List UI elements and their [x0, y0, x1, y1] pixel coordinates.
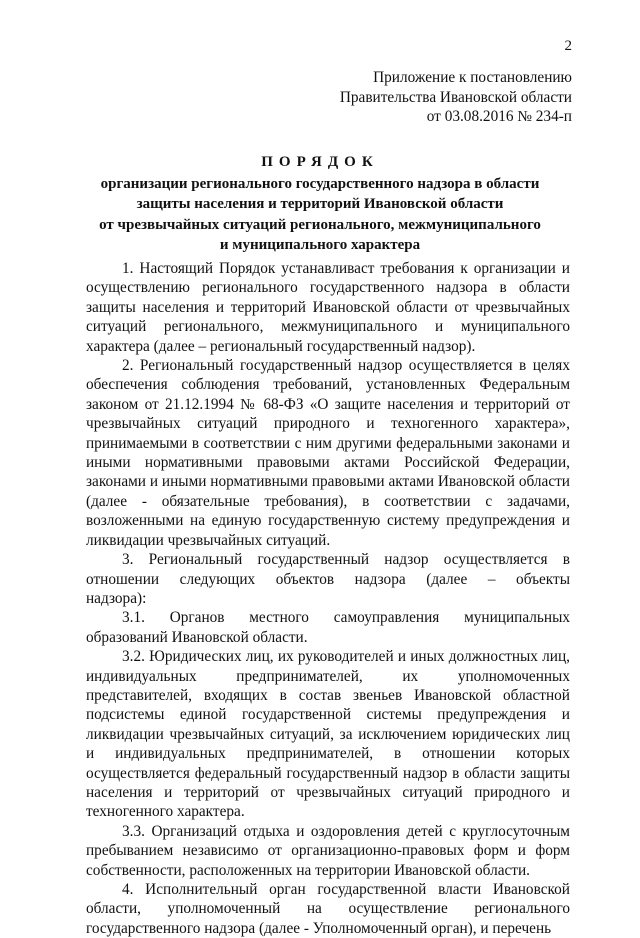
paragraph-4: 4. Исполнительный орган государственной власти Ивановской области, уполномоченный на осуществление регионального государственного надзора (далее - Уполномоченный орган), и перечень [86, 881, 570, 937]
title-line-3: от чрезвычайных ситуаций регионального, межмуниципального [99, 216, 541, 233]
page-number: 2 [564, 38, 572, 54]
paragraph-1: 1. Настоящий Порядок устанавливаст требования к организации и осуществлению регионального государственного надзора в области защиты населения и территорий Ивановской области от чрезвычайных ситуаций регионального, межмуниципального и муниципального характера (далее – региональный государственный надзор). [86, 260, 570, 355]
appendix-line-1: Приложение к постановлению [373, 69, 572, 86]
appendix-note [340, 68, 572, 127]
document-title [80, 152, 560, 256]
paragraph-3: 3. Региональный государственный надзор осуществляется в отношении следующих объектов надзора (далее – объекты надзора): [86, 551, 570, 607]
title-heading: ПОРЯДОК [261, 154, 379, 170]
document-body [86, 259, 570, 938]
paragraph-3-3: 3.3. Организаций отдыха и оздоровления детей с круглосуточным пребыванием независимо от организационно-правовых форм и форм собственности, расположенных на территории Ивановской области. [86, 822, 570, 879]
title-line-4: и муниципального характера [219, 237, 421, 253]
paragraph-3-2: 3.2. Юридических лиц, их руководителей и иных должностных лиц, индивидуальных предпринимателей, их уполномоченных представителей, входящих в состав звеньев Ивановской областной подсистемы единой государственной системы предупреждения и ликвидации чрезвычайных ситуаций, за исключением юридических лиц и индивидуальных предпринимателей, в отношении которых осуществляется федеральный государственный надзор в области защиты населения и территорий от чрезвычайных ситуаций природного и техногенного характера. [86, 648, 570, 821]
appendix-line-3: от 03.08.2016 № 234-п [426, 108, 572, 125]
appendix-line-2: Правительства Ивановской области [339, 88, 572, 106]
paragraph-3-1: 3.1. Органов местного самоуправления муниципальных образований Ивановской области. [86, 609, 570, 646]
title-line-2: защиты населения и территорий Ивановской области [136, 196, 504, 212]
paragraph-2: 2. Региональный государственный надзор осуществляется в целях обеспечения соблюдения требований, установленных Федеральным законом от 21.12.1994 № 68-ФЗ «О защите населения и территорий от чрезвычайных ситуаций природного и техногенного характера», принимаемыми в соответствии с ним другими федеральными законами и иными нормативными правовыми актами Российской Федерации, законами и иными нормативными правовыми актами Ивановской области (далее - обязательные требования), в соответствии с задачами, возложенными на единую государственную систему предупреждения и ликвидации чрезвычайных ситуаций. [86, 357, 570, 549]
title-line-1: организации регионального государственного надзора в области [100, 175, 540, 192]
